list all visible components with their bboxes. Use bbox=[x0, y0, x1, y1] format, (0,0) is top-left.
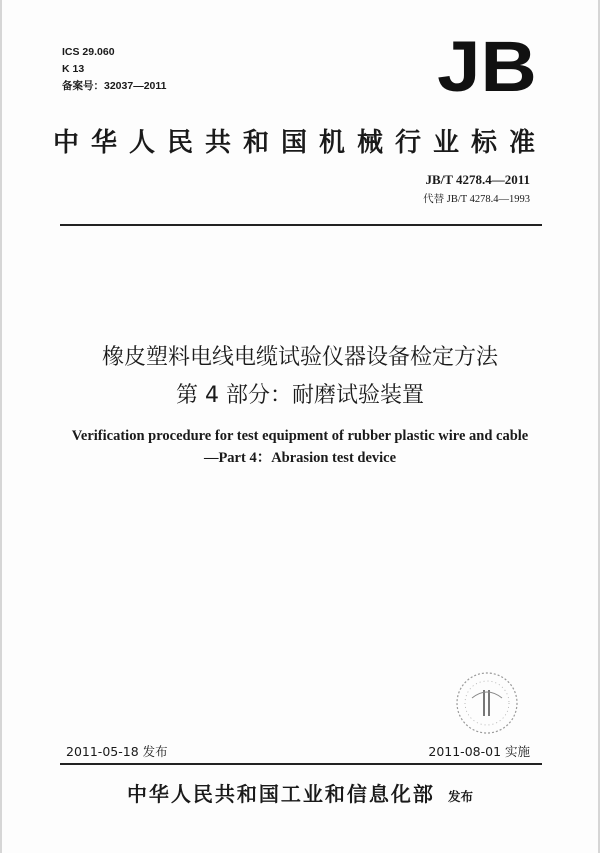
record-number: 备案号：32037—2011 bbox=[62, 80, 167, 92]
english-title-line1: Verification procedure for test equipment of rubber plastic wire and cable bbox=[71, 428, 529, 444]
english-title-line2: —Part 4：Abrasion test device bbox=[203, 450, 397, 466]
publisher-line bbox=[0, 778, 600, 807]
replaces-standard: 代替 JB/T 4278.4—1993 bbox=[423, 194, 530, 205]
standard-number: JB/T 4278.4—2011 bbox=[425, 172, 530, 187]
standard-category-title: 中华人民共和国机械行业标准 bbox=[52, 128, 547, 158]
classification-block bbox=[62, 44, 166, 95]
implementation-date: 2011-08-01 实施 bbox=[428, 744, 530, 759]
footer-divider bbox=[60, 763, 542, 765]
standard-codes bbox=[423, 172, 530, 206]
chinese-title-line2: 第 4 部分：耐磨试验装置 bbox=[176, 383, 424, 408]
ics-code: ICS 29.060 bbox=[62, 46, 115, 58]
jb-logo-text: JB bbox=[437, 34, 537, 102]
header-divider bbox=[60, 224, 542, 226]
category-code: K 13 bbox=[62, 63, 85, 75]
issue-date: 2011-05-18 发布 bbox=[66, 744, 168, 759]
publisher-org: 中华人民共和国工业和信息化部 bbox=[126, 782, 435, 806]
chinese-title-line1: 橡皮塑料电线电缆试验仪器设备检定方法 bbox=[101, 345, 498, 370]
jb-logo bbox=[428, 34, 546, 102]
publisher-action: 发布 bbox=[448, 789, 474, 804]
official-seal-icon bbox=[452, 668, 522, 738]
